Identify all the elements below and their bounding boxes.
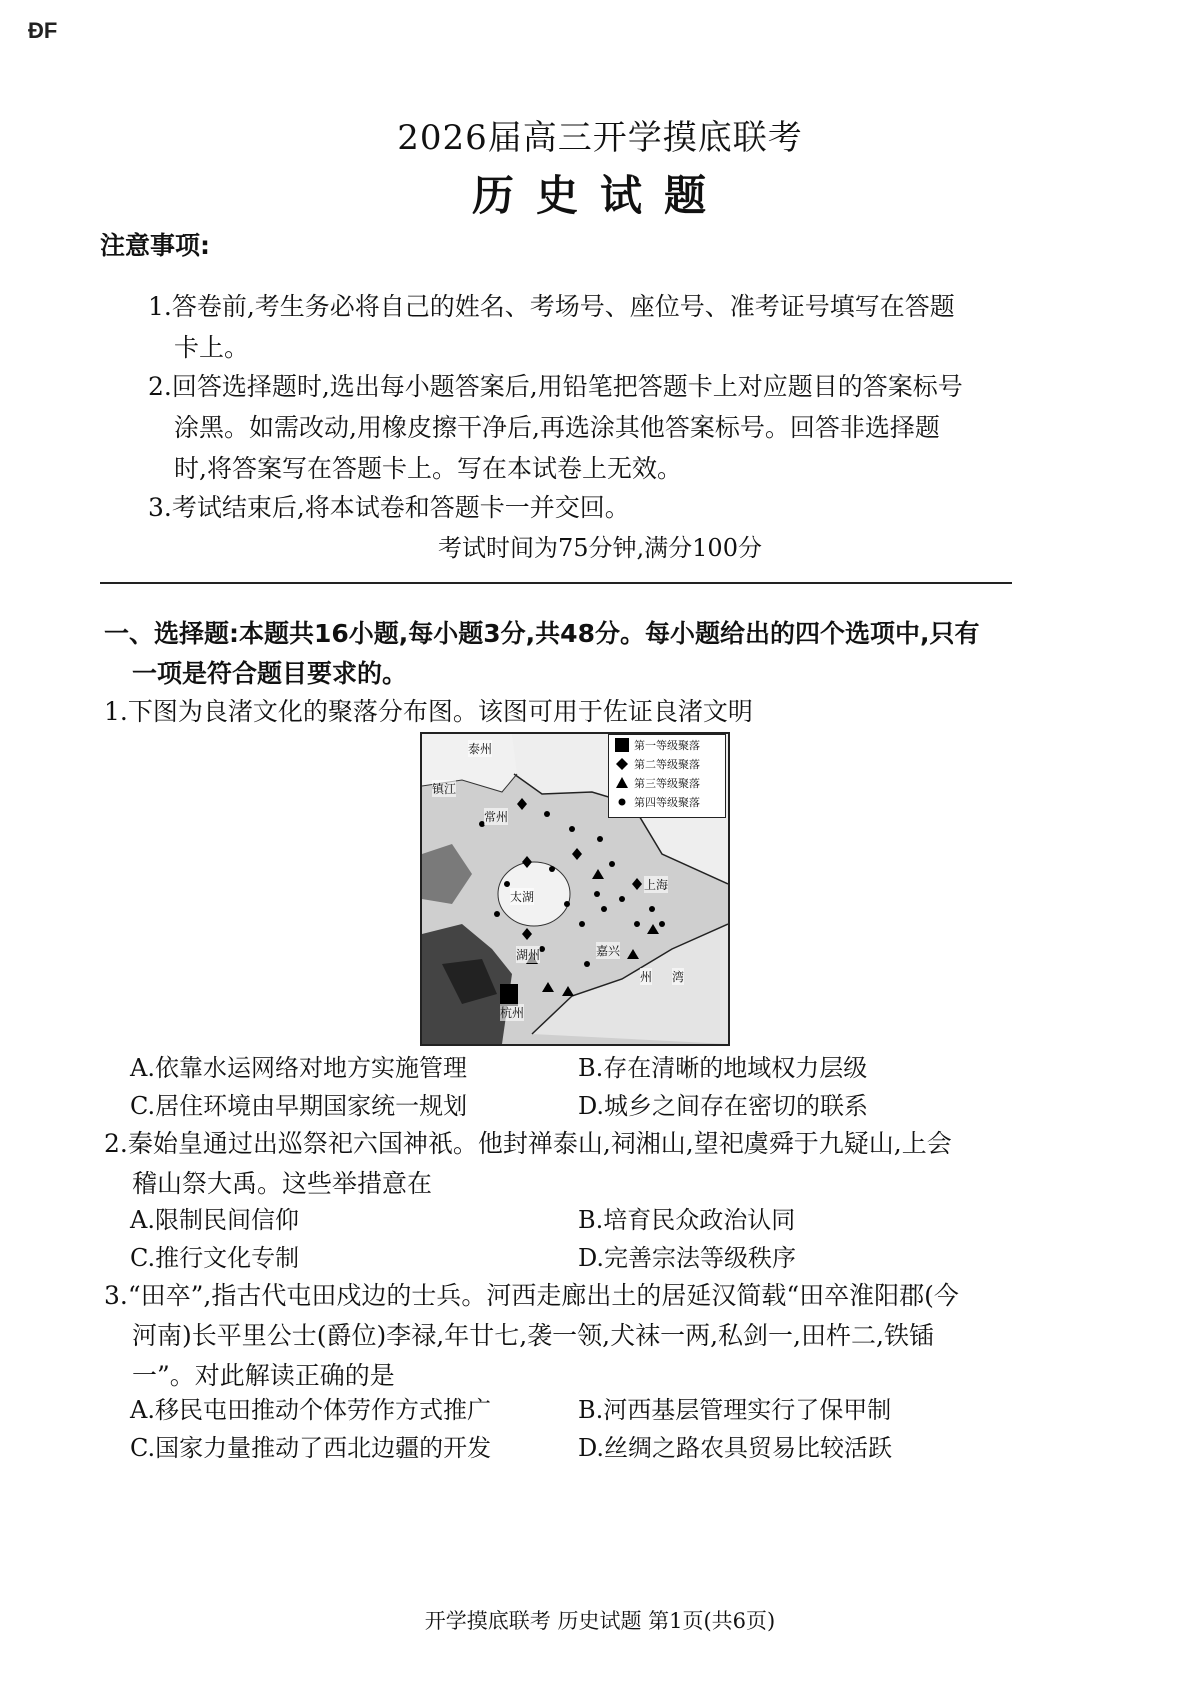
- question-2-stem: [104, 1124, 1014, 1204]
- dot-icon: [613, 798, 631, 806]
- question-3-stem-line1: 3.“田卒”,指古代屯田戍边的士兵。河西走廊出土的居延汉简载“田卒淮阳郡(今: [104, 1281, 959, 1310]
- notice-item-1: [148, 286, 1018, 368]
- section-heading: [104, 614, 1014, 694]
- page-footer: 开学摸底联考 历史试题 第1页(共6页): [424, 1609, 776, 1633]
- question-1-stem: 1.下图为良渚文化的聚落分布图。该图可用于佐证良渚文明: [104, 697, 753, 726]
- question-3-stem-line2: 河南)长平里公士(爵位)李禄,年廿七,袭一领,犬袜一两,私剑一,田杵二,铁锸: [132, 1321, 934, 1350]
- map-place-label: 镇江: [432, 782, 457, 796]
- map-place-label: 州: [640, 970, 653, 984]
- legend-row-grade1: [609, 735, 725, 754]
- notice-item-2-line3: 时,将答案写在答题卡上。写在本试卷上无效。: [174, 454, 682, 483]
- question-2-stem-line1: 2.秦始皇通过出巡祭祀六国神祇。他封禅泰山,祠湘山,望祀虞舜于九疑山,上会: [104, 1129, 952, 1158]
- notice-heading: 注意事项:: [100, 231, 210, 260]
- map-place-label: 太湖: [510, 890, 535, 904]
- question-2-option-d: D.完善宗法等级秩序: [578, 1244, 797, 1272]
- question-1-option-d: D.城乡之间存在密切的联系: [578, 1092, 869, 1120]
- notice-item-2: [148, 366, 1018, 489]
- question-2-option-a: A.限制民间信仰: [130, 1206, 299, 1234]
- notice-item-1-line2: 卡上。: [174, 333, 250, 362]
- map-legend: [608, 734, 726, 818]
- subject-title: 历史试题: [471, 171, 728, 220]
- map-place-label: 上海: [644, 878, 669, 892]
- corner-mark: ÐF: [28, 18, 58, 43]
- notice-item-1-line1: 1.答卷前,考生务必将自己的姓名、考场号、座位号、准考证号填写在答题: [148, 292, 955, 321]
- question-3-stem-line3: 一”。对此解读正确的是: [132, 1361, 395, 1390]
- question-3-option-b: B.河西基层管理实行了保甲制: [578, 1396, 892, 1424]
- legend-label: 第一等级聚落: [634, 738, 700, 752]
- map-place-label: 常州: [484, 810, 509, 824]
- notice-item-2-line2: 涂黑。如需改动,用橡皮擦干净后,再选涂其他答案标号。回答非选择题: [174, 413, 940, 442]
- exam-time: 考试时间为75分钟,满分100分: [438, 534, 762, 562]
- divider-line: [100, 582, 1012, 584]
- square-icon: [613, 738, 631, 752]
- legend-label: 第二等级聚落: [634, 757, 700, 771]
- notice-item-2-line1: 2.回答选择题时,选出每小题答案后,用铅笔把答题卡上对应题目的答案标号: [148, 372, 963, 401]
- map-place-label: 泰州: [468, 742, 493, 756]
- question-1-option-c: C.居住环境由早期国家统一规划: [130, 1092, 468, 1120]
- legend-row-grade3: [609, 773, 725, 792]
- question-2-option-c: C.推行文化专制: [130, 1244, 300, 1272]
- question-3-option-a: A.移民屯田推动个体劳作方式推广: [130, 1396, 491, 1424]
- map-place-label: 湖州: [516, 948, 541, 962]
- map-place-label: 湾: [672, 970, 685, 984]
- section-heading-line1: 一、选择题:本题共16小题,每小题3分,共48分。每小题给出的四个选项中,只有: [104, 619, 980, 648]
- question-3-option-d: D.丝绸之路农具贸易比较活跃: [578, 1434, 893, 1462]
- question-3-option-c: C.国家力量推动了西北边疆的开发: [130, 1434, 492, 1462]
- legend-row-grade2: [609, 754, 725, 773]
- question-2-stem-line2: 稽山祭大禹。这些举措意在: [132, 1169, 433, 1198]
- question-1-option-b: B.存在清晰的地域权力层级: [578, 1054, 868, 1082]
- question-3-stem: [104, 1276, 1014, 1396]
- legend-label: 第四等级聚落: [634, 795, 700, 809]
- legend-label: 第三等级聚落: [634, 776, 700, 790]
- map-place-label: 嘉兴: [596, 944, 621, 958]
- triangle-icon: [613, 777, 631, 788]
- diamond-icon: [613, 758, 631, 770]
- legend-row-grade4: [609, 792, 725, 811]
- question-1-option-a: A.依靠水运网络对地方实施管理: [130, 1054, 467, 1082]
- notice-item-3: 3.考试结束后,将本试卷和答题卡一并交回。: [148, 493, 630, 522]
- question-2-option-b: B.培育民众政治认同: [578, 1206, 796, 1234]
- exam-title: 2026届高三开学摸底联考: [397, 118, 803, 158]
- section-heading-line2: 一项是符合题目要求的。: [132, 659, 408, 688]
- map-place-label: 杭州: [500, 1006, 525, 1020]
